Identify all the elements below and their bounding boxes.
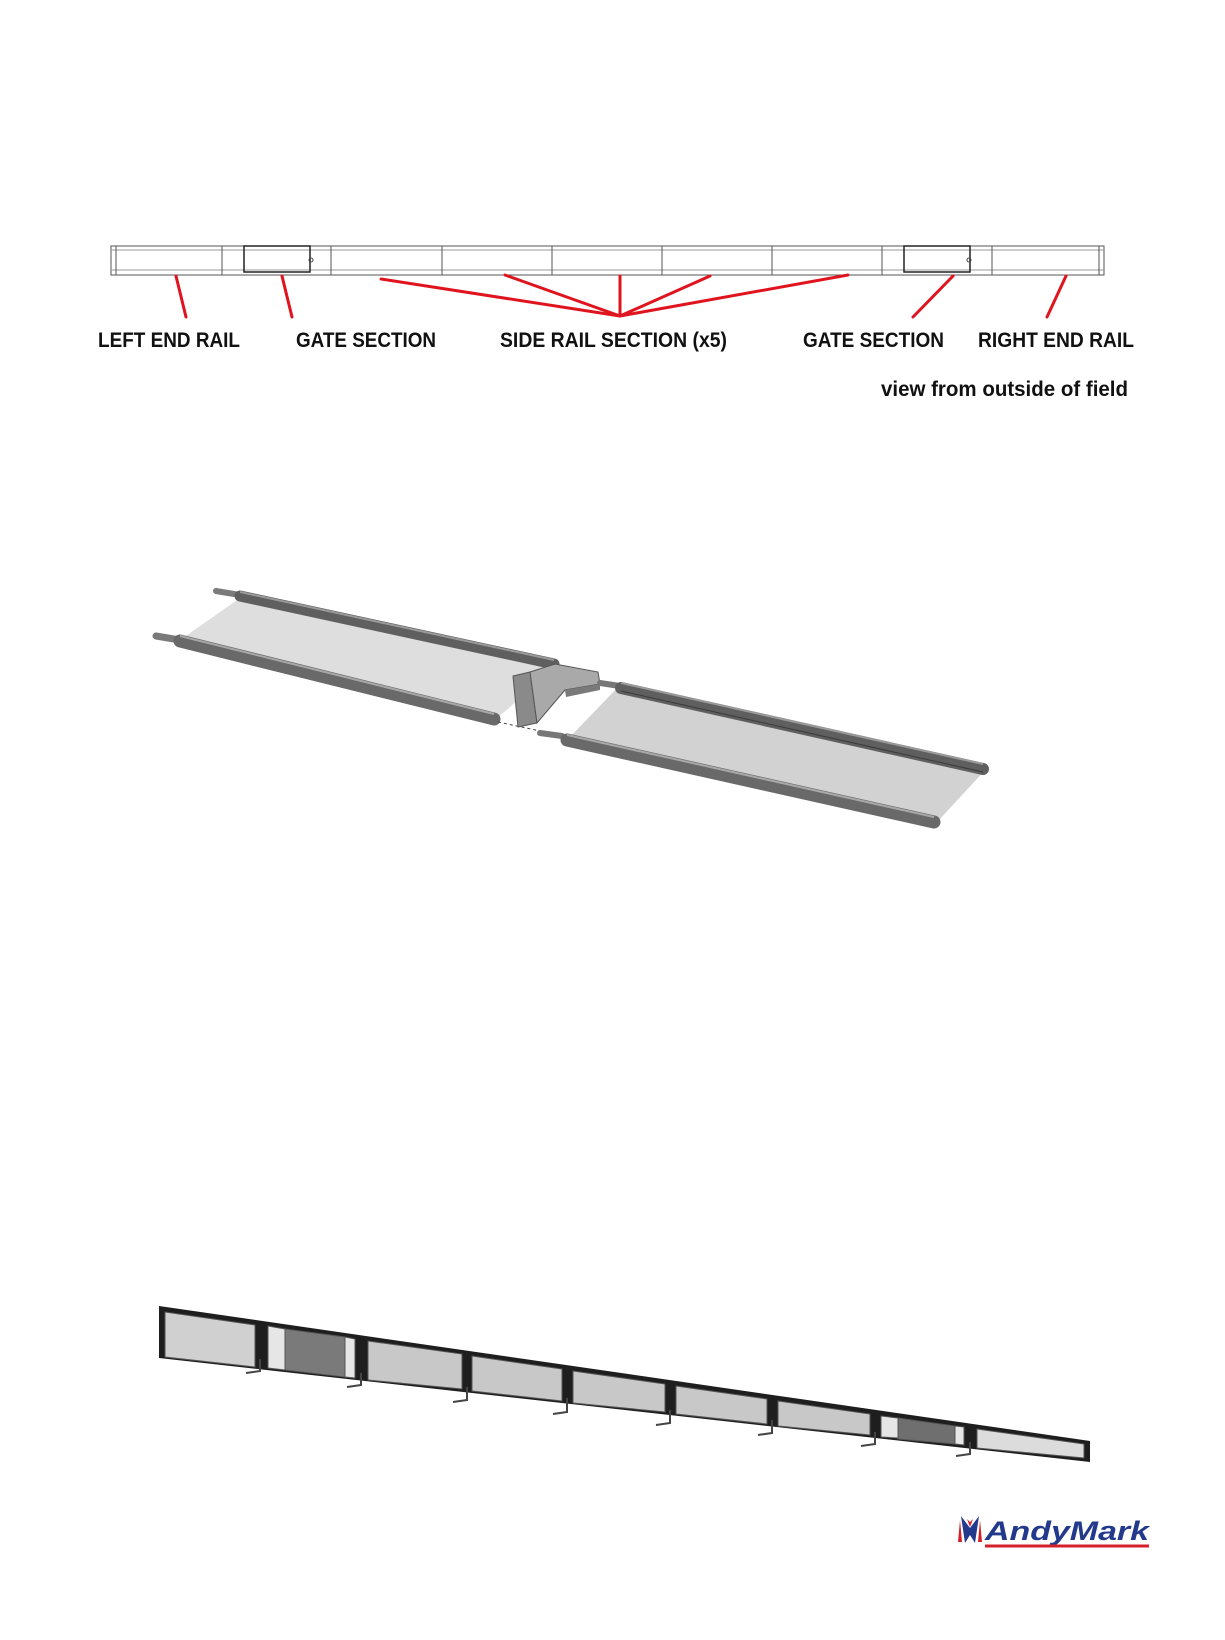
andymark-logo: [958, 1516, 1151, 1546]
leader-side-rail-1: [381, 279, 620, 316]
leader-right-end-rail: [1047, 276, 1066, 317]
panel-gate-left: [285, 1329, 345, 1377]
label-right-end-rail: RIGHT END RAIL: [978, 329, 1135, 352]
leader-gate-left: [282, 276, 292, 317]
callout-labels: [98, 329, 1134, 401]
view-note: view from outside of field: [881, 378, 1128, 401]
leader-side-rail-5: [620, 275, 848, 316]
callout-leaders: [176, 275, 1066, 317]
panel-side-3: [573, 1371, 665, 1412]
leader-gate-right: [913, 276, 953, 317]
rail-strip-elevation: [111, 246, 1104, 275]
leader-left-end-rail: [176, 276, 186, 317]
andymark-logo-icon: [958, 1516, 982, 1543]
label-left-end-rail: LEFT END RAIL: [98, 329, 241, 352]
label-gate-section-right: GATE SECTION: [803, 329, 944, 352]
leader-side-rail-2: [505, 275, 620, 316]
assembled-rail-view: [159, 1306, 1090, 1462]
leader-side-rail-4: [620, 276, 710, 316]
andymark-logo-text: AndyMark: [983, 1516, 1152, 1546]
exploded-assembly-view: [156, 591, 988, 822]
label-gate-section-left: GATE SECTION: [296, 329, 436, 352]
label-side-rail-section: SIDE RAIL SECTION (x5): [500, 329, 727, 352]
